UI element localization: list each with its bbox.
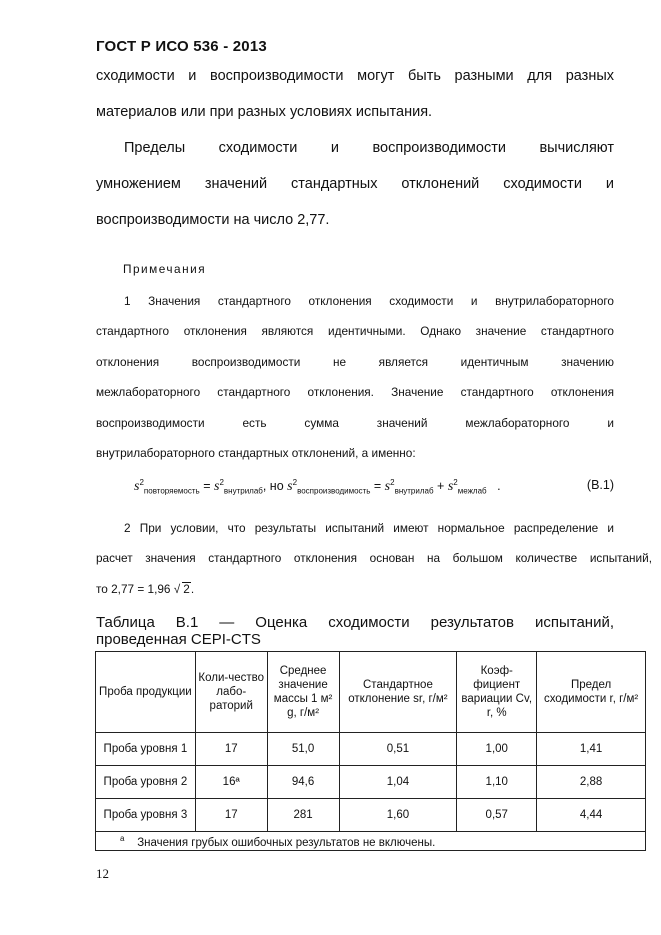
table-cell: 94,6	[267, 766, 339, 799]
table-cell: 51,0	[267, 733, 339, 766]
note-line: 1 Значения стандартного отклонения сходимости и внутрилабораторного	[124, 294, 614, 308]
table-cell: 1,04	[339, 766, 457, 799]
formula-b1: $s^2_{повторяемость} = s^2_{внутрилаб}$, но $s^2_{воспроизводимость} = s^2_{внутрилаб} + s^2_{межлаб}$ . (B.1)	[134, 478, 614, 496]
table-header-cell: Стандартное отклонение sr, г/м²	[339, 652, 457, 733]
table-cell: 4,44	[537, 799, 646, 832]
table-cell: Проба уровня 2	[96, 766, 196, 799]
formula-number: (B.1)	[586, 478, 614, 492]
note-line: расчет значения стандартного отклонения основан на большом количестве испытаний,	[96, 551, 652, 565]
paragraph-line: сходимости и воспроизводимости могут быть разными для разных	[96, 68, 614, 84]
table-caption: Таблица В.1 — Оценка сходимости результатов испытаний, проведенная CEPI-CTS	[96, 614, 614, 648]
note-line: межлабораторного стандартного отклонения. Значение стандартного отклонения	[96, 385, 614, 399]
note-line: 2 При условии, что результаты испытаний имеют нормальное распределение и	[124, 521, 614, 535]
paragraph-line: умножением значений стандартных отклонений сходимости и	[96, 176, 614, 192]
table-header-cell: Предел сходимости r, г/м²	[537, 652, 646, 733]
note-line: то 2,77 = 1,96 √ 2.	[96, 582, 195, 596]
table-cell: 2,88	[537, 766, 646, 799]
table-cell: Проба уровня 3	[96, 799, 196, 832]
page-number: 12	[96, 866, 109, 881]
table-header-cell: Коэф-фициент вариации Cv, r, %	[457, 652, 537, 733]
note-line: внутрилабораторного стандартных отклонений, а именно:	[96, 446, 416, 460]
note-line: стандартного отклонения являются идентичными. Однако значение стандартного	[96, 324, 614, 338]
table-row	[96, 766, 646, 799]
table-cell: 0,57	[457, 799, 537, 832]
table-cell: 281	[267, 799, 339, 832]
results-table	[95, 651, 646, 851]
document-header: ГОСТ Р ИСО 536 - 2013	[96, 38, 267, 55]
table-cell: 1,60	[339, 799, 457, 832]
table-row	[96, 799, 646, 832]
table-cell: 17	[195, 733, 267, 766]
note-line: воспроизводимости есть сумма значений межлабораторного и	[96, 416, 614, 430]
table-cell: 17	[195, 799, 267, 832]
table-header-cell: Коли-чество лабо-раторий	[195, 652, 267, 733]
table-cell: 0,51	[339, 733, 457, 766]
table-row	[96, 733, 646, 766]
table-footnote-row	[96, 832, 646, 851]
table-header-cell: Среднее значение массы 1 м² g, г/м²	[267, 652, 339, 733]
table-cell: 16ª	[195, 766, 267, 799]
table-cell: 1,10	[457, 766, 537, 799]
table-cell: 1,00	[457, 733, 537, 766]
paragraph-line: Пределы сходимости и воспроизводимости вычисляют	[124, 140, 614, 156]
table-cell: 1,41	[537, 733, 646, 766]
paragraph-line: воспроизводимости на число 2,77.	[96, 212, 330, 228]
table-footnote: $^a$ Значения грубых ошибочных результатов не включены.	[96, 832, 646, 851]
table-header-row	[96, 652, 646, 733]
table-header-cell: Проба продукции	[96, 652, 196, 733]
table-cell: Проба уровня 1	[96, 733, 196, 766]
paragraph-line: материалов или при разных условиях испытания.	[96, 104, 433, 120]
note-line: отклонения воспроизводимости не является идентичным значению	[96, 355, 614, 369]
notes-title: Примечания	[123, 262, 207, 276]
